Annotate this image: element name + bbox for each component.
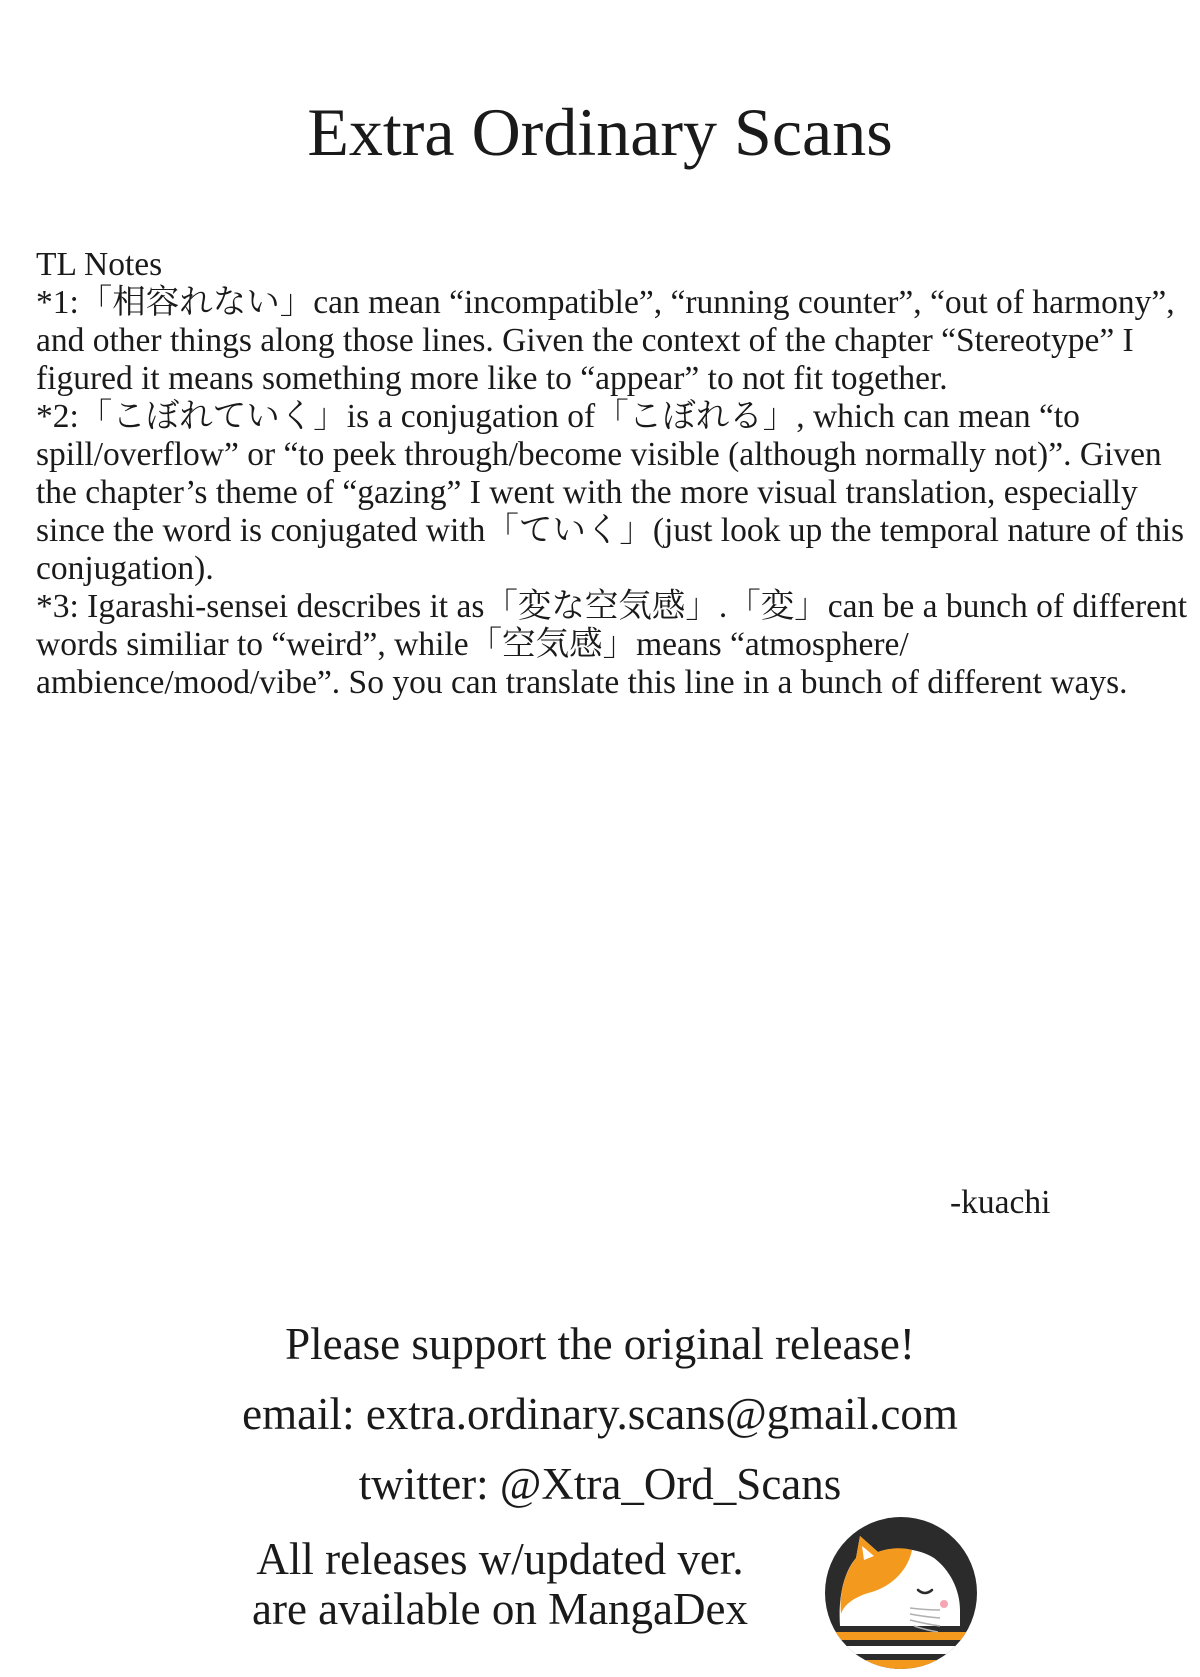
twitter-handle: twitter: @Xtra_Ord_Scans <box>358 1459 842 1509</box>
tl-note-1: *1:「相容れない」can mean “incompatible”, “running counter”, “out of harmony”, and other things along those lines. Given the context of the chapter “Stereotype” I figured it means something more like to “appear” to not fit together. <box>36 284 1175 397</box>
logo-stripe <box>822 1646 980 1654</box>
tl-notes <box>36 246 1196 702</box>
releases-line-2: are available on MangaDex <box>251 1584 748 1634</box>
tl-notes-heading: TL Notes <box>36 246 163 283</box>
tl-note-2: *2:「こぼれていく」is a conjugation of「こぼれる」, which can mean “to spill/overflow” or “to peek through/become visible (although normally not)”. Given the chapter’s theme of “gazing” I went with the more visual translation, especially since the word is conjugated with「ていく」(just look up the temporal nature of this conjugation). <box>36 398 1185 587</box>
releases-notice <box>210 1534 790 1634</box>
releases-line-1: All releases w/updated ver. <box>256 1534 744 1584</box>
cat-logo-icon <box>822 1514 980 1672</box>
translator-signature: -kuachi <box>950 1184 1051 1221</box>
contact-email: email: extra.ordinary.scans@gmail.com <box>242 1389 958 1439</box>
logo-stripe <box>822 1660 980 1670</box>
page-title: Extra Ordinary Scans <box>307 94 893 170</box>
tl-note-3: *3: Igarashi-sensei describes it as「変な空気感」.「変」can be a bunch of different words similiar to “weird”, while「空気感」means “atmosphere/ ambience/mood/vibe”. So you can translate this line in a bunch of different ways. <box>36 588 1188 701</box>
cat-logo-svg <box>822 1514 980 1672</box>
cat-cheek <box>940 1600 948 1608</box>
logo-stripe <box>822 1632 980 1640</box>
support-message: Please support the original release! <box>285 1319 915 1369</box>
